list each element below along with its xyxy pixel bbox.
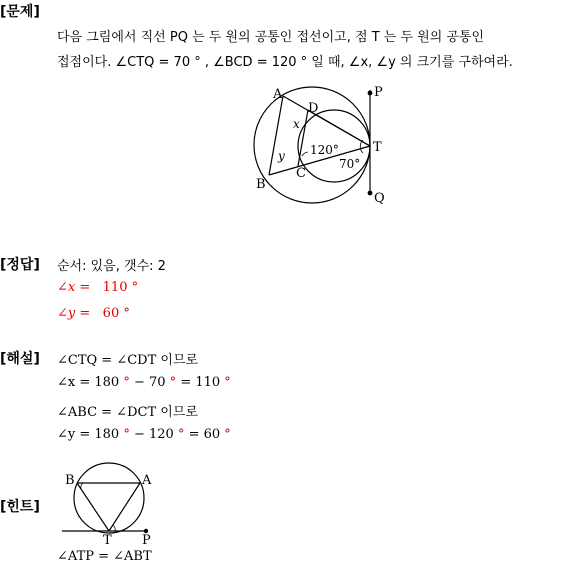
answer-x-value: 110 ° [102, 280, 139, 295]
segment-ab [269, 96, 283, 175]
label-120: 120° [310, 143, 339, 157]
explanation-label: [해설] [0, 351, 40, 367]
answer-y-label: ∠y = [57, 306, 91, 321]
explanation-line-2-prefix: ∠x = 180 [57, 375, 120, 390]
label-b: B [256, 177, 266, 192]
hint-label-b: B [65, 473, 75, 488]
label-p: P [374, 85, 383, 100]
label-q: Q [374, 191, 385, 206]
explanation-line-4-mid: − 120 [133, 427, 174, 442]
label-a: A [273, 87, 283, 102]
explanation-line-1: ∠CTQ = ∠CDT 이므로 [57, 353, 199, 368]
explanation-line-4-deg-3: ° [220, 427, 231, 442]
angle-arc-120 [302, 152, 308, 156]
hint-label: [힌트] [0, 499, 40, 515]
explanation-line-2-deg-1: ° [119, 375, 134, 390]
answer-order-line: 순서: 있음, 갯수: 2 [57, 259, 166, 274]
label-c: C [296, 166, 306, 181]
label-y: y [278, 149, 285, 163]
problem-text-line-1: 다음 그림에서 직선 PQ 는 두 원의 공통인 접선이고, 점 T 는 두 원의 공통인 [57, 30, 485, 45]
hint-circle [74, 463, 144, 533]
answer-y-value: 60 ° [102, 306, 130, 321]
point-p [368, 91, 373, 96]
explanation-line-2-deg-3: ° [220, 375, 231, 390]
hint-label-p: P [142, 533, 151, 544]
label-x: x [293, 117, 300, 131]
hint-angle-arc-t [113, 525, 115, 531]
explanation-line-4-deg-1: ° [119, 427, 134, 442]
answer-label: [정답] [0, 257, 40, 273]
hint-formula: ∠ATP = ∠ABT [57, 549, 152, 564]
explanation-line-2-eq: = 110 [180, 375, 221, 390]
label-t: T [373, 140, 382, 155]
explanation-line-2-mid: − 70 [133, 375, 166, 390]
problem-text-line-2: 접점이다. ∠CTQ = 70 ° , ∠BCD = 120 ° 일 때, ∠x, ∠y 의 크기를 구하여라. [57, 55, 513, 70]
problem-figure [250, 80, 400, 210]
hint-angle-arc-b [81, 483, 83, 489]
hint-segment-bt [77, 483, 109, 531]
problem-label: [문제] [0, 4, 40, 20]
answer-y [57, 306, 130, 321]
label-d: D [308, 101, 319, 116]
explanation-line-4-prefix: ∠y = 180 [57, 427, 120, 442]
explanation-line-4-deg-2: ° [173, 427, 189, 442]
hint-label-t: T [103, 533, 112, 544]
label-70: 70° [339, 157, 361, 171]
point-q [368, 191, 373, 196]
explanation-line-4 [57, 427, 231, 442]
answer-x [57, 280, 138, 295]
hint-label-a: A [142, 473, 152, 488]
explanation-line-2-deg-2: ° [165, 375, 181, 390]
explanation-line-4-eq: = 60 [188, 427, 221, 442]
hint-segment-at [109, 483, 140, 531]
answer-x-label: ∠x = [57, 280, 91, 295]
explanation-line-2 [57, 375, 231, 390]
hint-figure [58, 460, 168, 544]
explanation-line-3: ∠ABC = ∠DCT 이므로 [57, 405, 198, 420]
